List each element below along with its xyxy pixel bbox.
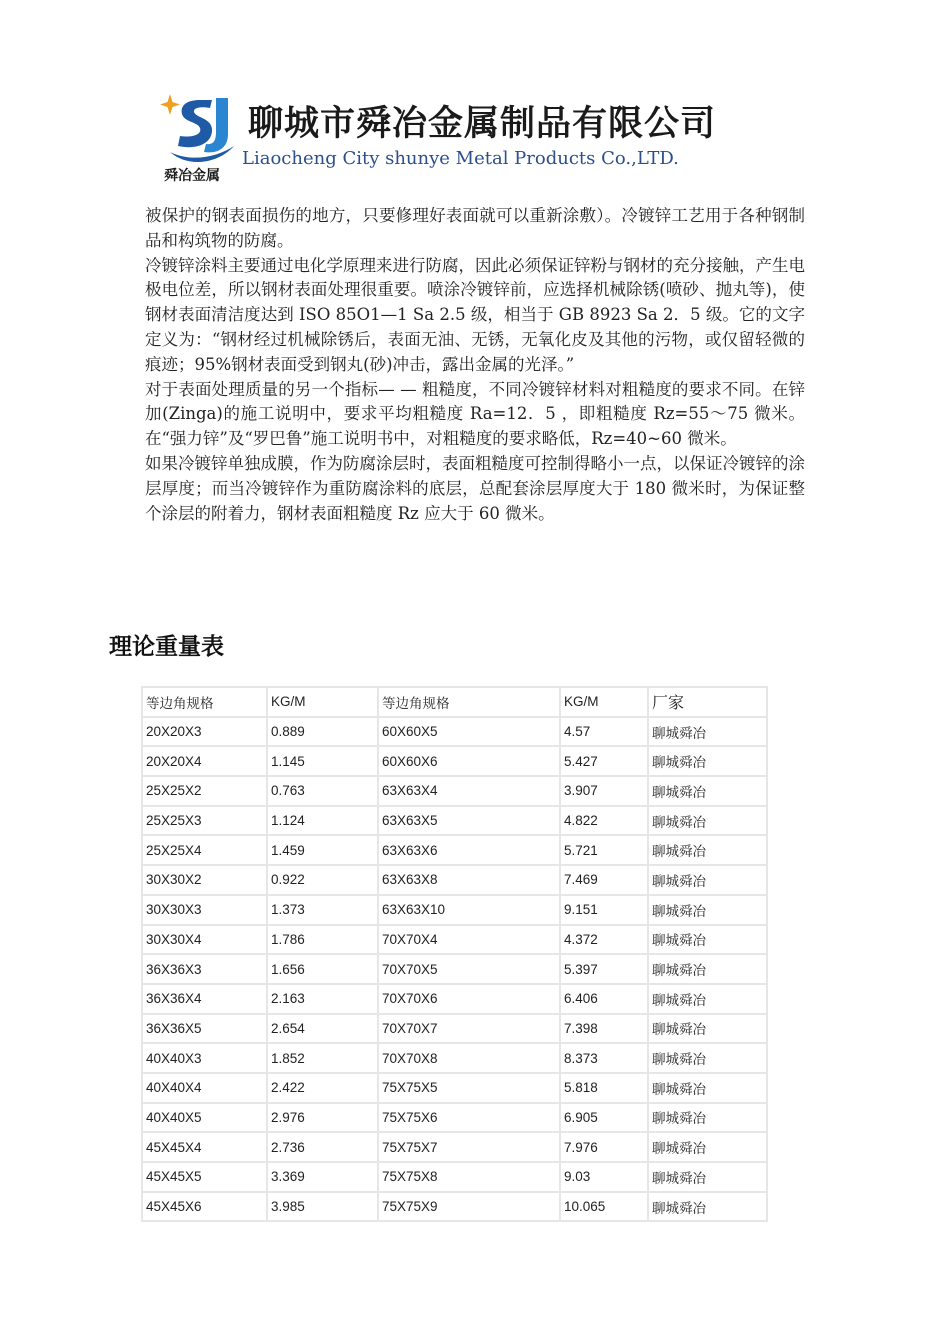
cell-weight-1: 1.786	[267, 925, 378, 955]
cell-spec-2: 63X63X8	[378, 865, 560, 895]
section-title: 理论重量表	[109, 634, 224, 660]
cell-manufacturer: 聊城舜冶	[648, 835, 767, 865]
cell-weight-2: 7.976	[560, 1132, 648, 1162]
header-cell-manufacturer: 厂家	[648, 687, 767, 717]
cell-weight-1: 1.124	[267, 806, 378, 836]
cell-spec-1: 36X36X5	[142, 1014, 267, 1044]
cell-spec-2: 75X75X7	[378, 1132, 560, 1162]
cell-spec-2: 75X75X5	[378, 1073, 560, 1103]
table-row	[142, 1103, 767, 1133]
cell-spec-1: 20X20X3	[142, 717, 267, 747]
cell-spec-2: 70X70X5	[378, 954, 560, 984]
table-row	[142, 1162, 767, 1192]
paragraph: 冷镀锌涂料主要通过电化学原理来进行防腐，因此必须保证锌粉与钢材的充分接触，产生电极电位差，所以钢材表面处理很重要。喷涂冷镀锌前，应选择机械除锈(喷砂、抛丸等)，使钢材表面清洁度达到 ISO 85O1—1 Sa 2.5 级，相当于 GB 8923 Sa 2．5 级。它的文字定义为：“钢材经过机械除锈后，表面无油、无锈，无氧化皮及其他的污物，或仅留轻微的痕迹；95%钢材表面受到钢丸(砂)冲击，露出金属的光泽。”	[145, 255, 805, 374]
table-row	[142, 1132, 767, 1162]
cell-weight-1: 1.656	[267, 954, 378, 984]
cell-spec-2: 70X70X6	[378, 984, 560, 1014]
table-row	[142, 746, 767, 776]
cell-spec-1: 40X40X4	[142, 1073, 267, 1103]
cell-manufacturer: 聊城舜冶	[648, 954, 767, 984]
paragraph: 如果冷镀锌单独成膜，作为防腐涂层时，表面粗糙度可控制得略小一点，以保证冷镀锌的涂层厚度；而当冷镀锌作为重防腐涂料的底层，总配套涂层厚度大于 180 微米时，为保证整个涂层的附着力，钢材表面粗糙度 Rz 应大于 60 微米。	[145, 453, 805, 523]
cell-spec-1: 45X45X6	[142, 1192, 267, 1222]
cell-spec-2: 70X70X8	[378, 1043, 560, 1073]
table-row	[142, 1043, 767, 1073]
cell-weight-2: 9.151	[560, 895, 648, 925]
cell-spec-2: 63X63X5	[378, 806, 560, 836]
cell-spec-2: 75X75X9	[378, 1192, 560, 1222]
table-row	[142, 925, 767, 955]
cell-manufacturer: 聊城舜冶	[648, 895, 767, 925]
cell-manufacturer: 聊城舜冶	[648, 865, 767, 895]
cell-spec-2: 75X75X6	[378, 1103, 560, 1133]
cell-manufacturer: 聊城舜冶	[648, 1014, 767, 1044]
cell-spec-1: 25X25X2	[142, 776, 267, 806]
header-cell-spec-1: 等边角规格	[142, 687, 267, 717]
cell-spec-2: 60X60X5	[378, 717, 560, 747]
cell-spec-2: 75X75X8	[378, 1162, 560, 1192]
cell-weight-1: 1.145	[267, 746, 378, 776]
header-cell-weight-2: KG/M	[560, 687, 648, 717]
table-row	[142, 865, 767, 895]
cell-manufacturer: 聊城舜冶	[648, 746, 767, 776]
company-name-en: Liaocheng City shunye Metal Products Co.,LTD.	[242, 148, 679, 169]
cell-weight-2: 8.373	[560, 1043, 648, 1073]
cell-weight-2: 4.372	[560, 925, 648, 955]
table-row	[142, 1192, 767, 1222]
cell-spec-1: 20X20X4	[142, 746, 267, 776]
weight-table-wrapper	[141, 686, 768, 1222]
paragraph: 被保护的钢表面损伤的地方，只要修理好表面就可以重新涂敷）。冷镀锌工艺用于各种钢制品和构筑物的防腐。	[145, 206, 805, 250]
cell-manufacturer: 聊城舜冶	[648, 925, 767, 955]
cell-weight-1: 2.422	[267, 1073, 378, 1103]
cell-weight-2: 5.721	[560, 835, 648, 865]
company-name-cn: 聊城市舜冶金属制品有限公司	[248, 104, 717, 144]
cell-weight-2: 4.57	[560, 717, 648, 747]
cell-weight-2: 10.065	[560, 1192, 648, 1222]
cell-spec-1: 25X25X3	[142, 806, 267, 836]
cell-weight-1: 1.459	[267, 835, 378, 865]
cell-spec-1: 36X36X3	[142, 954, 267, 984]
cell-manufacturer: 聊城舜冶	[648, 1132, 767, 1162]
company-header	[160, 92, 740, 184]
cell-spec-2: 70X70X7	[378, 1014, 560, 1044]
cell-spec-2: 63X63X10	[378, 895, 560, 925]
cell-manufacturer: 聊城舜冶	[648, 1103, 767, 1133]
table-row	[142, 895, 767, 925]
table-row	[142, 1073, 767, 1103]
cell-spec-1: 36X36X4	[142, 984, 267, 1014]
table-row	[142, 984, 767, 1014]
cell-spec-2: 63X63X4	[378, 776, 560, 806]
cell-weight-2: 7.469	[560, 865, 648, 895]
table-row	[142, 1014, 767, 1044]
cell-manufacturer: 聊城舜冶	[648, 717, 767, 747]
cell-weight-1: 2.163	[267, 984, 378, 1014]
paragraph: 对于表面处理质量的另一个指标— — 粗糙度，不同冷镀锌材料对粗糙度的要求不同。在锌加(Zinga)的施工说明中，要求平均粗糙度 Ra=12．5 ，即粗糙度 Rz=55～75 微米。在“强力锌”及“罗巴鲁”施工说明书中，对粗糙度的要求略低，Rz=40~60 微米。	[145, 379, 805, 449]
table-row	[142, 806, 767, 836]
cell-weight-1: 2.736	[267, 1132, 378, 1162]
logo-caption: 舜冶金属	[164, 168, 220, 184]
cell-weight-2: 7.398	[560, 1014, 648, 1044]
cell-manufacturer: 聊城舜冶	[648, 1162, 767, 1192]
cell-spec-1: 45X45X4	[142, 1132, 267, 1162]
cell-manufacturer: 聊城舜冶	[648, 1043, 767, 1073]
cell-weight-2: 5.397	[560, 954, 648, 984]
cell-spec-1: 30X30X2	[142, 865, 267, 895]
cell-spec-2: 70X70X4	[378, 925, 560, 955]
table-row	[142, 717, 767, 747]
weight-table	[141, 686, 768, 1222]
table-row	[142, 954, 767, 984]
cell-weight-2: 6.406	[560, 984, 648, 1014]
cell-spec-2: 60X60X6	[378, 746, 560, 776]
header-cell-spec-2: 等边角规格	[378, 687, 560, 717]
cell-spec-2: 63X63X6	[378, 835, 560, 865]
cell-weight-1: 1.852	[267, 1043, 378, 1073]
cell-weight-2: 6.905	[560, 1103, 648, 1133]
cell-spec-1: 30X30X4	[142, 925, 267, 955]
cell-weight-1: 0.889	[267, 717, 378, 747]
cell-manufacturer: 聊城舜冶	[648, 1192, 767, 1222]
table-row	[142, 835, 767, 865]
cell-weight-1: 3.985	[267, 1192, 378, 1222]
header-cell-weight-1: KG/M	[267, 687, 378, 717]
cell-weight-1: 0.763	[267, 776, 378, 806]
cell-manufacturer: 聊城舜冶	[648, 776, 767, 806]
company-logo	[160, 92, 238, 184]
cell-weight-1: 2.654	[267, 1014, 378, 1044]
cell-spec-1: 25X25X4	[142, 835, 267, 865]
cell-spec-1: 30X30X3	[142, 895, 267, 925]
cell-spec-1: 40X40X3	[142, 1043, 267, 1073]
table-body	[142, 717, 767, 1222]
cell-weight-1: 2.976	[267, 1103, 378, 1133]
cell-manufacturer: 聊城舜冶	[648, 984, 767, 1014]
cell-weight-1: 1.373	[267, 895, 378, 925]
cell-weight-2: 9.03	[560, 1162, 648, 1192]
cell-weight-2: 5.818	[560, 1073, 648, 1103]
cell-weight-1: 3.369	[267, 1162, 378, 1192]
cell-manufacturer: 聊城舜冶	[648, 1073, 767, 1103]
cell-spec-1: 45X45X5	[142, 1162, 267, 1192]
cell-weight-1: 0.922	[267, 865, 378, 895]
cell-weight-2: 4.822	[560, 806, 648, 836]
table-header-row	[142, 687, 767, 717]
table-row	[142, 776, 767, 806]
article-body	[145, 204, 805, 526]
cell-weight-2: 3.907	[560, 776, 648, 806]
cell-spec-1: 40X40X5	[142, 1103, 267, 1133]
cell-weight-2: 5.427	[560, 746, 648, 776]
cell-manufacturer: 聊城舜冶	[648, 806, 767, 836]
